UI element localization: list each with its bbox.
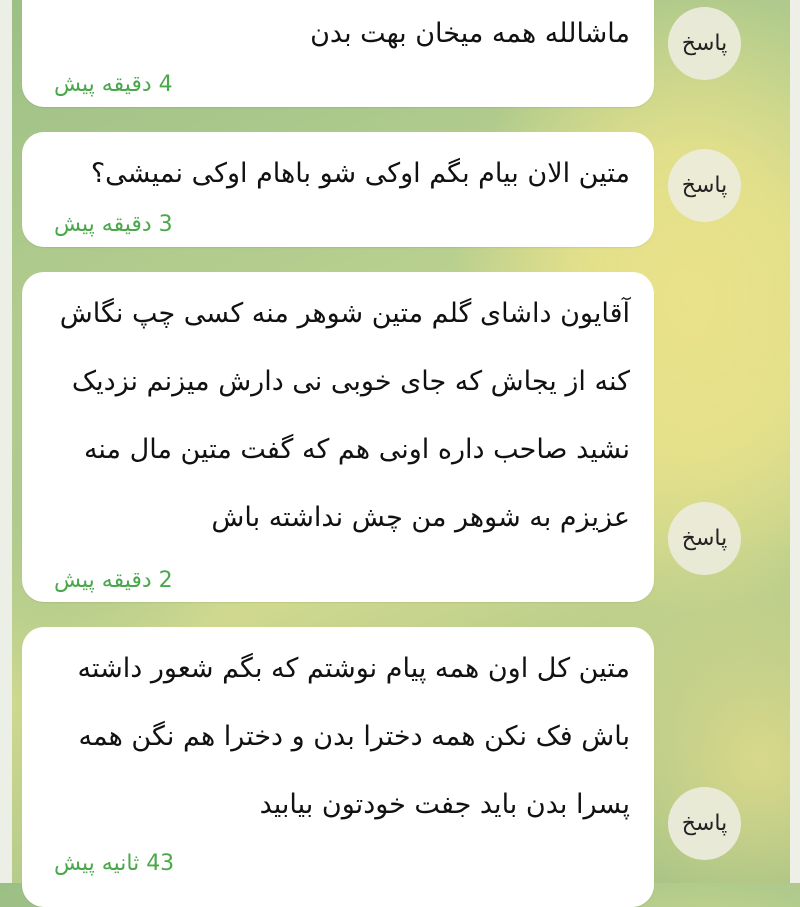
message-text: ماشالله همه میخان بهت بدن — [310, 18, 630, 49]
message-time: 4 دقیقه پیش — [54, 72, 173, 97]
reply-button[interactable]: پاسخ — [668, 502, 741, 575]
left-edge — [0, 0, 12, 883]
message-text: آقایون داشای گلم متین شوهر منه کسی چپ نگاش کنه از یجاش که جای خوبی نی دارش میزنم نزدیک نشید صاحب داره اونی هم که گفت متین مال منه عزیزم به شوهر من چش نداشته باش — [51, 298, 630, 533]
message-bubble — [22, 132, 654, 247]
right-edge — [790, 0, 800, 883]
message-bubble — [22, 627, 654, 907]
reply-button[interactable]: پاسخ — [668, 7, 741, 80]
message-time: 2 دقیقه پیش — [54, 568, 173, 593]
message-text: متین کل اون همه پیام نوشتم که بگم شعور داشته باش فک نکن همه دخترا بدن و دخترا هم نگن همه پسرا بدن باید جفت خودتون بیابید — [68, 653, 630, 820]
message-bubble — [22, 0, 654, 107]
message-text: متین الان بیام بگم اوکی شو باهام اوکی نمیشی؟ — [90, 158, 630, 189]
reply-button[interactable]: پاسخ — [668, 149, 741, 222]
message-bubble — [22, 272, 654, 602]
message-time: 43 ثانیه پیش — [54, 851, 175, 876]
reply-button[interactable]: پاسخ — [668, 787, 741, 860]
message-time: 3 دقیقه پیش — [54, 212, 173, 237]
